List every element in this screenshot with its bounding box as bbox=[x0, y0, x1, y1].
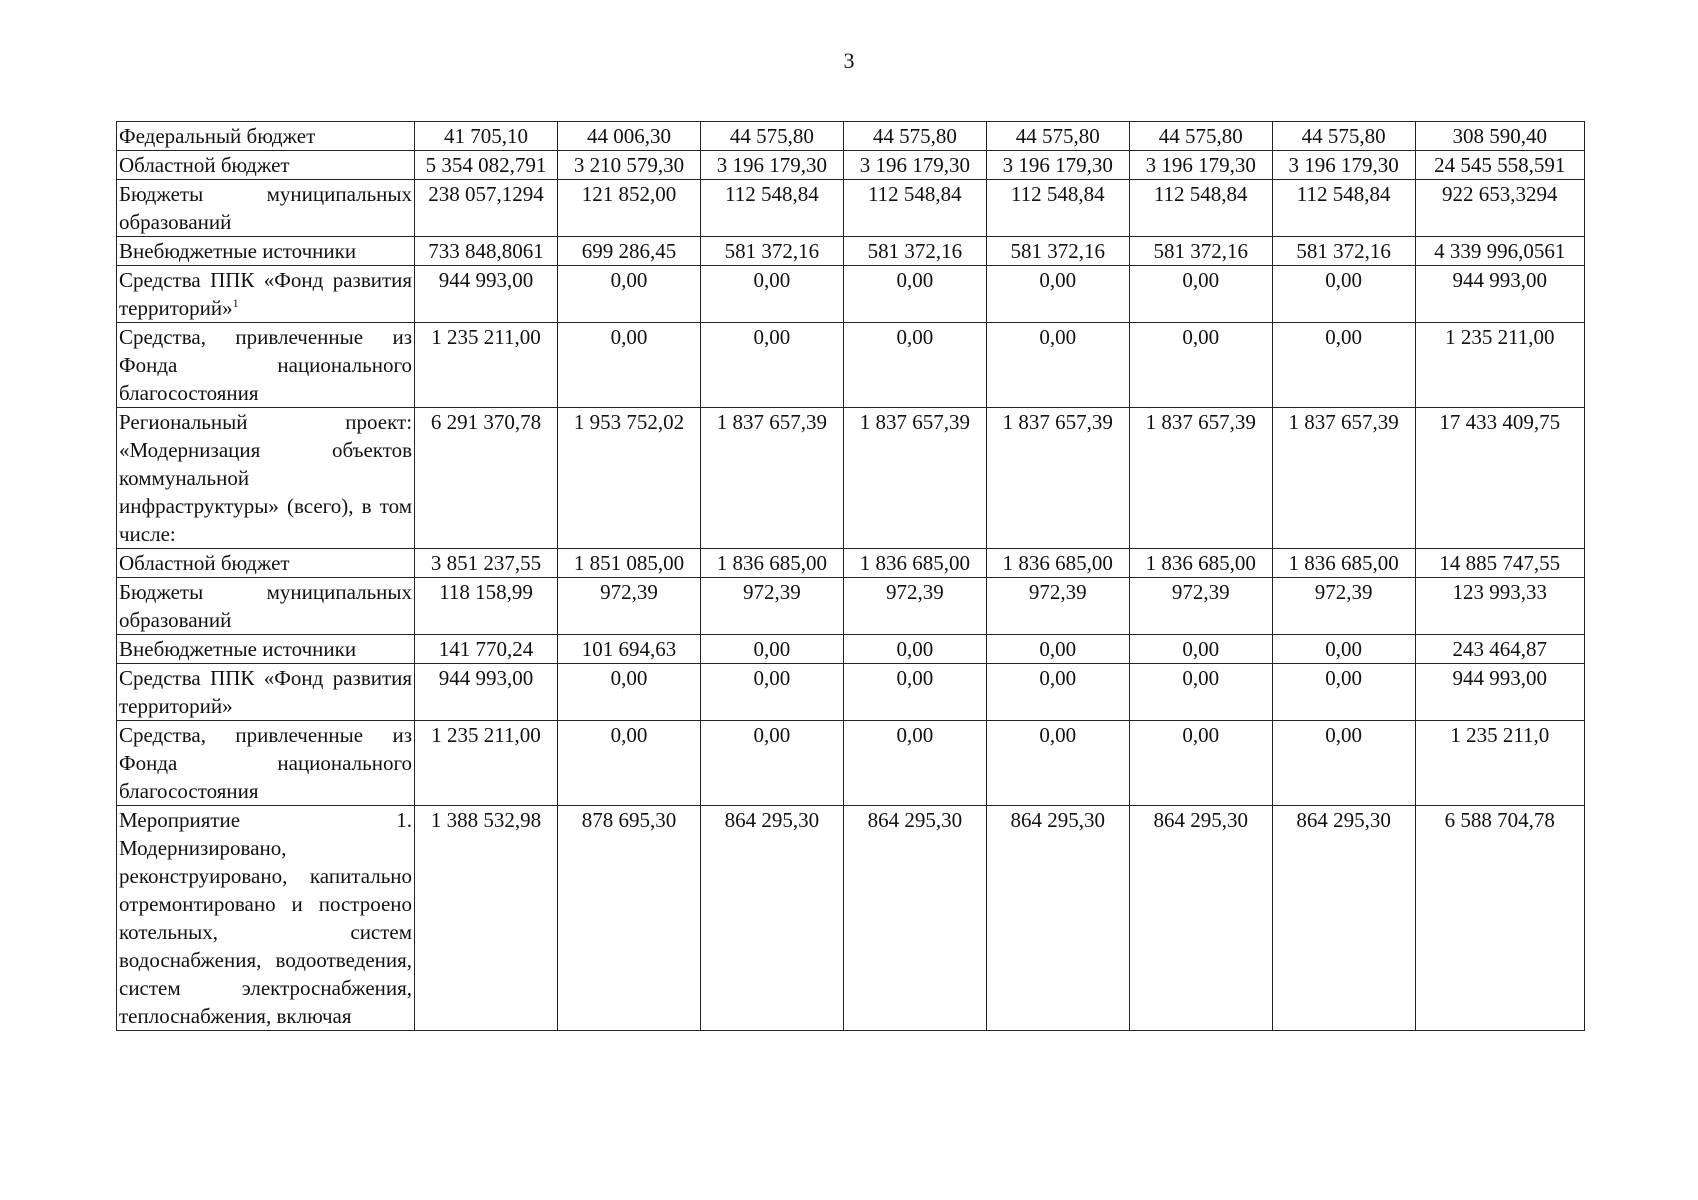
budget-table bbox=[116, 121, 1585, 1031]
value-cell: 0,00 bbox=[700, 721, 843, 806]
value-cell: 972,39 bbox=[1129, 578, 1272, 635]
value-cell: 3 851 237,55 bbox=[415, 549, 558, 578]
value-cell: 0,00 bbox=[1272, 266, 1415, 323]
value-cell: 1 836 685,00 bbox=[1129, 549, 1272, 578]
value-cell: 0,00 bbox=[700, 635, 843, 664]
value-cell: 3 196 179,30 bbox=[700, 151, 843, 180]
total-cell: 4 339 996,0561 bbox=[1415, 237, 1584, 266]
row-label: Средства, привлеченные из Фонда национального благосостояния bbox=[117, 323, 415, 408]
value-cell: 0,00 bbox=[1272, 664, 1415, 721]
value-cell: 0,00 bbox=[557, 721, 700, 806]
value-cell: 112 548,84 bbox=[986, 180, 1129, 237]
value-cell: 699 286,45 bbox=[557, 237, 700, 266]
value-cell: 0,00 bbox=[1272, 721, 1415, 806]
value-cell: 581 372,16 bbox=[843, 237, 986, 266]
value-cell: 3 210 579,30 bbox=[557, 151, 700, 180]
total-cell: 17 433 409,75 bbox=[1415, 408, 1584, 549]
table-row bbox=[117, 806, 1585, 1031]
value-cell: 0,00 bbox=[986, 664, 1129, 721]
total-cell: 944 993,00 bbox=[1415, 266, 1584, 323]
total-cell: 243 464,87 bbox=[1415, 635, 1584, 664]
footnote-marker: 1 bbox=[232, 296, 239, 310]
value-cell: 0,00 bbox=[843, 664, 986, 721]
value-cell: 1 836 685,00 bbox=[700, 549, 843, 578]
value-cell: 0,00 bbox=[557, 323, 700, 408]
value-cell: 44 575,80 bbox=[1129, 122, 1272, 151]
value-cell: 0,00 bbox=[1129, 721, 1272, 806]
value-cell: 1 836 685,00 bbox=[986, 549, 1129, 578]
row-label: Федеральный бюджет bbox=[117, 122, 415, 151]
table-row bbox=[117, 266, 1585, 323]
row-label-with-footnote bbox=[117, 266, 415, 323]
row-label: Внебюджетные источники bbox=[117, 635, 415, 664]
table-row bbox=[117, 323, 1585, 408]
value-cell: 1 837 657,39 bbox=[700, 408, 843, 549]
value-cell: 1 837 657,39 bbox=[843, 408, 986, 549]
value-cell: 0,00 bbox=[986, 323, 1129, 408]
value-cell: 0,00 bbox=[1129, 323, 1272, 408]
value-cell: 0,00 bbox=[1272, 635, 1415, 664]
value-cell: 972,39 bbox=[843, 578, 986, 635]
value-cell: 0,00 bbox=[986, 721, 1129, 806]
value-cell: 864 295,30 bbox=[700, 806, 843, 1031]
value-cell: 0,00 bbox=[1129, 266, 1272, 323]
value-cell: 864 295,30 bbox=[1129, 806, 1272, 1031]
value-cell: 0,00 bbox=[986, 635, 1129, 664]
value-cell: 1 953 752,02 bbox=[557, 408, 700, 549]
table-row bbox=[117, 635, 1585, 664]
table-row bbox=[117, 664, 1585, 721]
value-cell: 864 295,30 bbox=[1272, 806, 1415, 1031]
value-cell: 0,00 bbox=[1129, 664, 1272, 721]
value-cell: 44 575,80 bbox=[700, 122, 843, 151]
value-cell: 0,00 bbox=[557, 664, 700, 721]
value-cell: 972,39 bbox=[700, 578, 843, 635]
value-cell: 1 837 657,39 bbox=[1272, 408, 1415, 549]
row-label: Средства ППК «Фонд развития территорий» bbox=[117, 664, 415, 721]
table-row bbox=[117, 578, 1585, 635]
row-label: Региональный проект: «Модернизация объектов коммунальной инфраструктуры» (всего), в том числе: bbox=[117, 408, 415, 549]
value-cell: 0,00 bbox=[843, 721, 986, 806]
row-label: Средства, привлеченные из Фонда национального благосостояния bbox=[117, 721, 415, 806]
row-label: Областной бюджет bbox=[117, 549, 415, 578]
value-cell: 44 575,80 bbox=[843, 122, 986, 151]
value-cell: 1 235 211,00 bbox=[415, 323, 558, 408]
total-cell: 14 885 747,55 bbox=[1415, 549, 1584, 578]
value-cell: 112 548,84 bbox=[700, 180, 843, 237]
value-cell: 581 372,16 bbox=[1129, 237, 1272, 266]
row-label: Внебюджетные источники bbox=[117, 237, 415, 266]
total-cell: 1 235 211,0 bbox=[1415, 721, 1584, 806]
value-cell: 1 851 085,00 bbox=[557, 549, 700, 578]
value-cell: 101 694,63 bbox=[557, 635, 700, 664]
value-cell: 1 837 657,39 bbox=[986, 408, 1129, 549]
value-cell: 581 372,16 bbox=[1272, 237, 1415, 266]
total-cell: 6 588 704,78 bbox=[1415, 806, 1584, 1031]
value-cell: 3 196 179,30 bbox=[986, 151, 1129, 180]
value-cell: 972,39 bbox=[557, 578, 700, 635]
row-label-text: Средства ППК «Фонд развития территорий» bbox=[119, 268, 413, 320]
value-cell: 6 291 370,78 bbox=[415, 408, 558, 549]
value-cell: 112 548,84 bbox=[843, 180, 986, 237]
value-cell: 733 848,8061 bbox=[415, 237, 558, 266]
value-cell: 944 993,00 bbox=[415, 664, 558, 721]
value-cell: 121 852,00 bbox=[557, 180, 700, 237]
value-cell: 0,00 bbox=[557, 266, 700, 323]
value-cell: 238 057,1294 bbox=[415, 180, 558, 237]
row-label: Бюджеты муниципальных образований bbox=[117, 578, 415, 635]
page-number: 3 bbox=[843, 48, 855, 73]
value-cell: 0,00 bbox=[700, 323, 843, 408]
value-cell: 972,39 bbox=[986, 578, 1129, 635]
value-cell: 118 158,99 bbox=[415, 578, 558, 635]
row-label: Бюджеты муниципальных образований bbox=[117, 180, 415, 237]
total-cell: 922 653,3294 bbox=[1415, 180, 1584, 237]
value-cell: 1 837 657,39 bbox=[1129, 408, 1272, 549]
value-cell: 5 354 082,791 bbox=[415, 151, 558, 180]
value-cell: 0,00 bbox=[843, 635, 986, 664]
value-cell: 112 548,84 bbox=[1129, 180, 1272, 237]
value-cell: 581 372,16 bbox=[986, 237, 1129, 266]
total-cell: 24 545 558,591 bbox=[1415, 151, 1584, 180]
value-cell: 44 575,80 bbox=[1272, 122, 1415, 151]
value-cell: 3 196 179,30 bbox=[1129, 151, 1272, 180]
value-cell: 0,00 bbox=[1272, 323, 1415, 408]
total-cell: 944 993,00 bbox=[1415, 664, 1584, 721]
table-row bbox=[117, 180, 1585, 237]
value-cell: 44 575,80 bbox=[986, 122, 1129, 151]
value-cell: 972,39 bbox=[1272, 578, 1415, 635]
value-cell: 0,00 bbox=[986, 266, 1129, 323]
value-cell: 0,00 bbox=[843, 266, 986, 323]
value-cell: 581 372,16 bbox=[700, 237, 843, 266]
value-cell: 41 705,10 bbox=[415, 122, 558, 151]
value-cell: 0,00 bbox=[700, 664, 843, 721]
row-label: Мероприятие 1. Модернизировано, реконструировано, капитально отремонтировано и построено котельных, систем водоснабжения, водоотведения, систем электроснабжения, теплоснабжения, включая bbox=[117, 806, 415, 1031]
value-cell: 3 196 179,30 bbox=[1272, 151, 1415, 180]
value-cell: 1 836 685,00 bbox=[843, 549, 986, 578]
value-cell: 864 295,30 bbox=[843, 806, 986, 1031]
value-cell: 1 388 532,98 bbox=[415, 806, 558, 1031]
value-cell: 0,00 bbox=[1129, 635, 1272, 664]
value-cell: 112 548,84 bbox=[1272, 180, 1415, 237]
table-row bbox=[117, 408, 1585, 549]
value-cell: 141 770,24 bbox=[415, 635, 558, 664]
value-cell: 0,00 bbox=[700, 266, 843, 323]
value-cell: 3 196 179,30 bbox=[843, 151, 986, 180]
row-label: Областной бюджет bbox=[117, 151, 415, 180]
value-cell: 44 006,30 bbox=[557, 122, 700, 151]
value-cell: 0,00 bbox=[843, 323, 986, 408]
total-cell: 123 993,33 bbox=[1415, 578, 1584, 635]
table-row bbox=[117, 122, 1585, 151]
table-row bbox=[117, 549, 1585, 578]
total-cell: 1 235 211,00 bbox=[1415, 323, 1584, 408]
value-cell: 1 235 211,00 bbox=[415, 721, 558, 806]
value-cell: 864 295,30 bbox=[986, 806, 1129, 1031]
table-row bbox=[117, 237, 1585, 266]
table-row bbox=[117, 151, 1585, 180]
total-cell: 308 590,40 bbox=[1415, 122, 1584, 151]
value-cell: 944 993,00 bbox=[415, 266, 558, 323]
value-cell: 878 695,30 bbox=[557, 806, 700, 1031]
value-cell: 1 836 685,00 bbox=[1272, 549, 1415, 578]
table-row bbox=[117, 721, 1585, 806]
